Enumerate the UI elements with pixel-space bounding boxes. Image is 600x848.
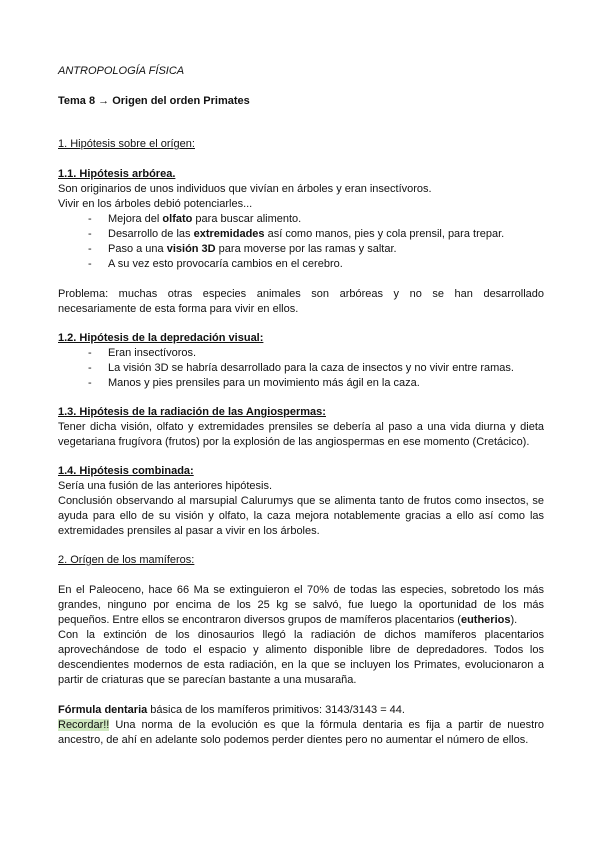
paragraph-line: Tener dicha visión, olfato y extremidades prensiles se debería al paso a una vida diurna y dieta (58, 421, 544, 433)
bullet-list (58, 346, 544, 391)
list-item: - A su vez esto provocaría cambios en el cerebro. (88, 257, 544, 272)
paragraph-line: vegetariana frugívora (frutos) por la explosión de las angiospermas en ese momento (Cretácico). (58, 436, 530, 448)
paragraph-line: Con la extinción de los dinosaurios llegó la radiación de dichos mamíferos placentarios (58, 629, 544, 641)
remember-line: Recordar!! Una norma de la evolución es que la fórmula dentaria es fija a partir de nuestro (58, 719, 544, 731)
eutherios-term: eutherios (460, 614, 511, 626)
document-page (58, 64, 544, 748)
list-item: - Eran insectívoros. (88, 346, 544, 361)
list-item: - Desarrollo de las extremidades así como manos, pies y cola prensil, para trepar. (88, 227, 544, 242)
list-item: - Manos y pies prensiles para un movimiento más ágil en la caza. (88, 376, 544, 391)
section-1-1-heading: 1.1. Hipótesis arbórea. (58, 168, 176, 180)
paragraph-line: necesariamente de esta forma para vivir en ellos. (58, 303, 299, 315)
bullet-list (58, 212, 544, 272)
paragraph-line: descendientes modernos de esta radiación, en la que se incluyen los Primates, evolucionaron a (58, 659, 544, 671)
section-1-3-heading: 1.3. Hipótesis de la radiación de las Angiospermas: (58, 406, 326, 418)
paragraph-line: En el Paleoceno, hace 66 Ma se extinguieron el 70% de todas las especies, sobretodo los más (58, 584, 544, 596)
paragraph-line: pequeños. Entre ellos se encontraron diversos grupos de mamíferos placentarios (eutherios). (58, 614, 518, 626)
doc-title: ANTROPOLOGÍA FÍSICA (58, 65, 185, 77)
paragraph-line: ayuda para ello de su visión y olfato, la caza mejora notablemente gracias a ello así como las (58, 510, 544, 522)
list-item: - La visión 3D se habría desarrollado para la caza de insectos y no vivir entre ramas. (88, 361, 544, 376)
paragraph-line: partir de criaturas que se parecían bastante a una musaraña. (58, 674, 357, 686)
section-1-heading: 1. Hipótesis sobre el orígen: (58, 138, 195, 150)
formula-line: Fórmula dentaria básica de los mamíferos primitivos: 3143/3143 = 44. (58, 704, 405, 716)
section-1-4-heading: 1.4. Hipótesis combinada: (58, 465, 194, 477)
remember-highlight: Recordar!! (58, 719, 110, 731)
paragraph-line: ancestro, de ahí en adelante solo podemos perder dientes pero no aumentar el número de ellos. (58, 734, 529, 746)
list-item: - Paso a una visión 3D para moverse por las ramas y saltar. (88, 242, 544, 257)
paragraph-line: Son originarios de unos individuos que vivían en árboles y eran insectívoros. (58, 183, 432, 195)
topic-heading: Tema 8 → Origen del orden Primates (58, 95, 250, 107)
paragraph-line: Sería una fusión de las anteriores hipótesis. (58, 480, 273, 492)
list-item: - Mejora del olfato para buscar alimento. (88, 212, 544, 227)
section-1-2-heading: 1.2. Hipótesis de la depredación visual: (58, 332, 264, 344)
paragraph-line: grandes, ninguno por encima de los 25 kg se salvó, fue luego la oportunidad de los más (58, 599, 544, 611)
paragraph-line: Vivir en los árboles debió potenciarles... (58, 198, 253, 210)
paragraph-line: Problema: muchas otras especies animales son arbóreas y no se han desarrollado (58, 288, 544, 300)
paragraph-line: Conclusión observando al marsupial Calurumys que se alimenta tanto de frutos como insectos, se (58, 495, 544, 507)
paragraph-line: aprovechándose de todo el espacio y alimento disponible libre de depredadores. Todos los (58, 644, 544, 656)
paragraph-line: extremidades prensiles al pasar a vivir en los árboles. (58, 525, 320, 537)
section-2-heading: 2. Orígen de los mamíferos: (58, 554, 195, 566)
